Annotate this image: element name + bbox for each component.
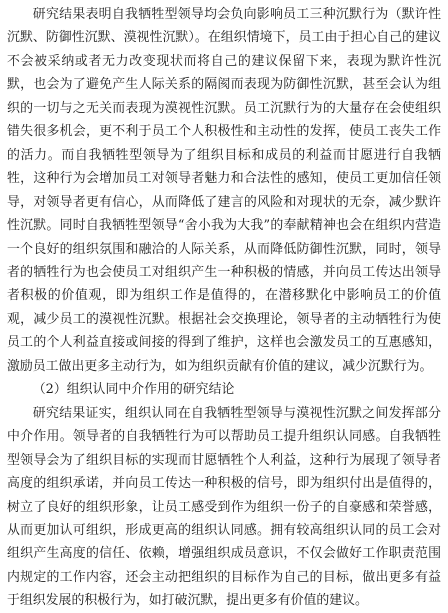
- body-paragraph-mediating-effect: 研究结果证实，组织认同在自我牺牲型领导与漠视性沉默之间发挥部分中介作用。领导者的自我牺牲行为可以帮助员工提升组织认同感。自我牺牲型领导会为了组织目标的实现而甘愿牺牲个人利益，这种行为展现了领导者高度的组织承诺，并向员工传达一种积极的信号，即为组织付出是值得的，树立了良好的组织形象，让员工感受到作为组织一份子的自豪感和荣誉感，从而更加认可组织，形成更高的组织认同感。拥有较高组织认同的员工会对组织产生高度的信任、依赖，增强组织成员意识，不仅会做好工作职责范围内规定的工作内容，还会主动把组织的目标作为自己的目标，做出更多有益于组织发展的积极行为，如打破沉默，提出更多有价值的建议。: [7, 405, 441, 609]
- document-page: [7, 3, 441, 613]
- section-heading-organizational-identification: （2）组织认同中介作用的研究结论: [32, 382, 235, 398]
- body-paragraph-sacrificial-leadership-silence: 研究结果表明自我牺牲型领导均会负向影响员工三种沉默行为（默许性沉默、防御性沉默、漠视性沉默）。在组织情境下，员工由于担心自己的建议不会被采纳或者无力改变现状而将自己的建议保留下来，表现为默许性沉默，也会为了避免产生人际关系的隔阂而表现为防御性沉默，甚至会认为组织的一切与之无关而表现为漠视性沉默。员工沉默行为的大量存在会使组织错失很多机会，更不利于员工个人积极性和主动性的发挥，使员工丧失工作的活力。而自我牺牲型领导为了组织目标和成员的利益而甘愿进行自我牺牲，这种行为会增加员工对领导者魅力和合法性的感知，使员工更加信任领导，对领导者更有信心，从而降低了建言的风险和对现状的无奈，减少默许性沉默。同时自我牺牲型领导“舍小我为大我”的奉献精神也会在组织内营造一个良好的组织氛围和融洽的人际关系，从而降低防御性沉默，同时，领导者的牺牲行为也会使员工对组织产生一种积极的情感，并向员工传达出领导者积极的价值观，即为组织工作是值得的，在潜移默化中影响员工的价值观，减少员工的漠视性沉默。根据社会交换理论，领导者的主动牺牲行为使员工的个人利益直接或间接的得到了维护，这样也会激发员工的互惠感知，激励员工做出更多主动行为，如为组织贡献有价值的建议，减少沉默行为。: [7, 7, 441, 374]
